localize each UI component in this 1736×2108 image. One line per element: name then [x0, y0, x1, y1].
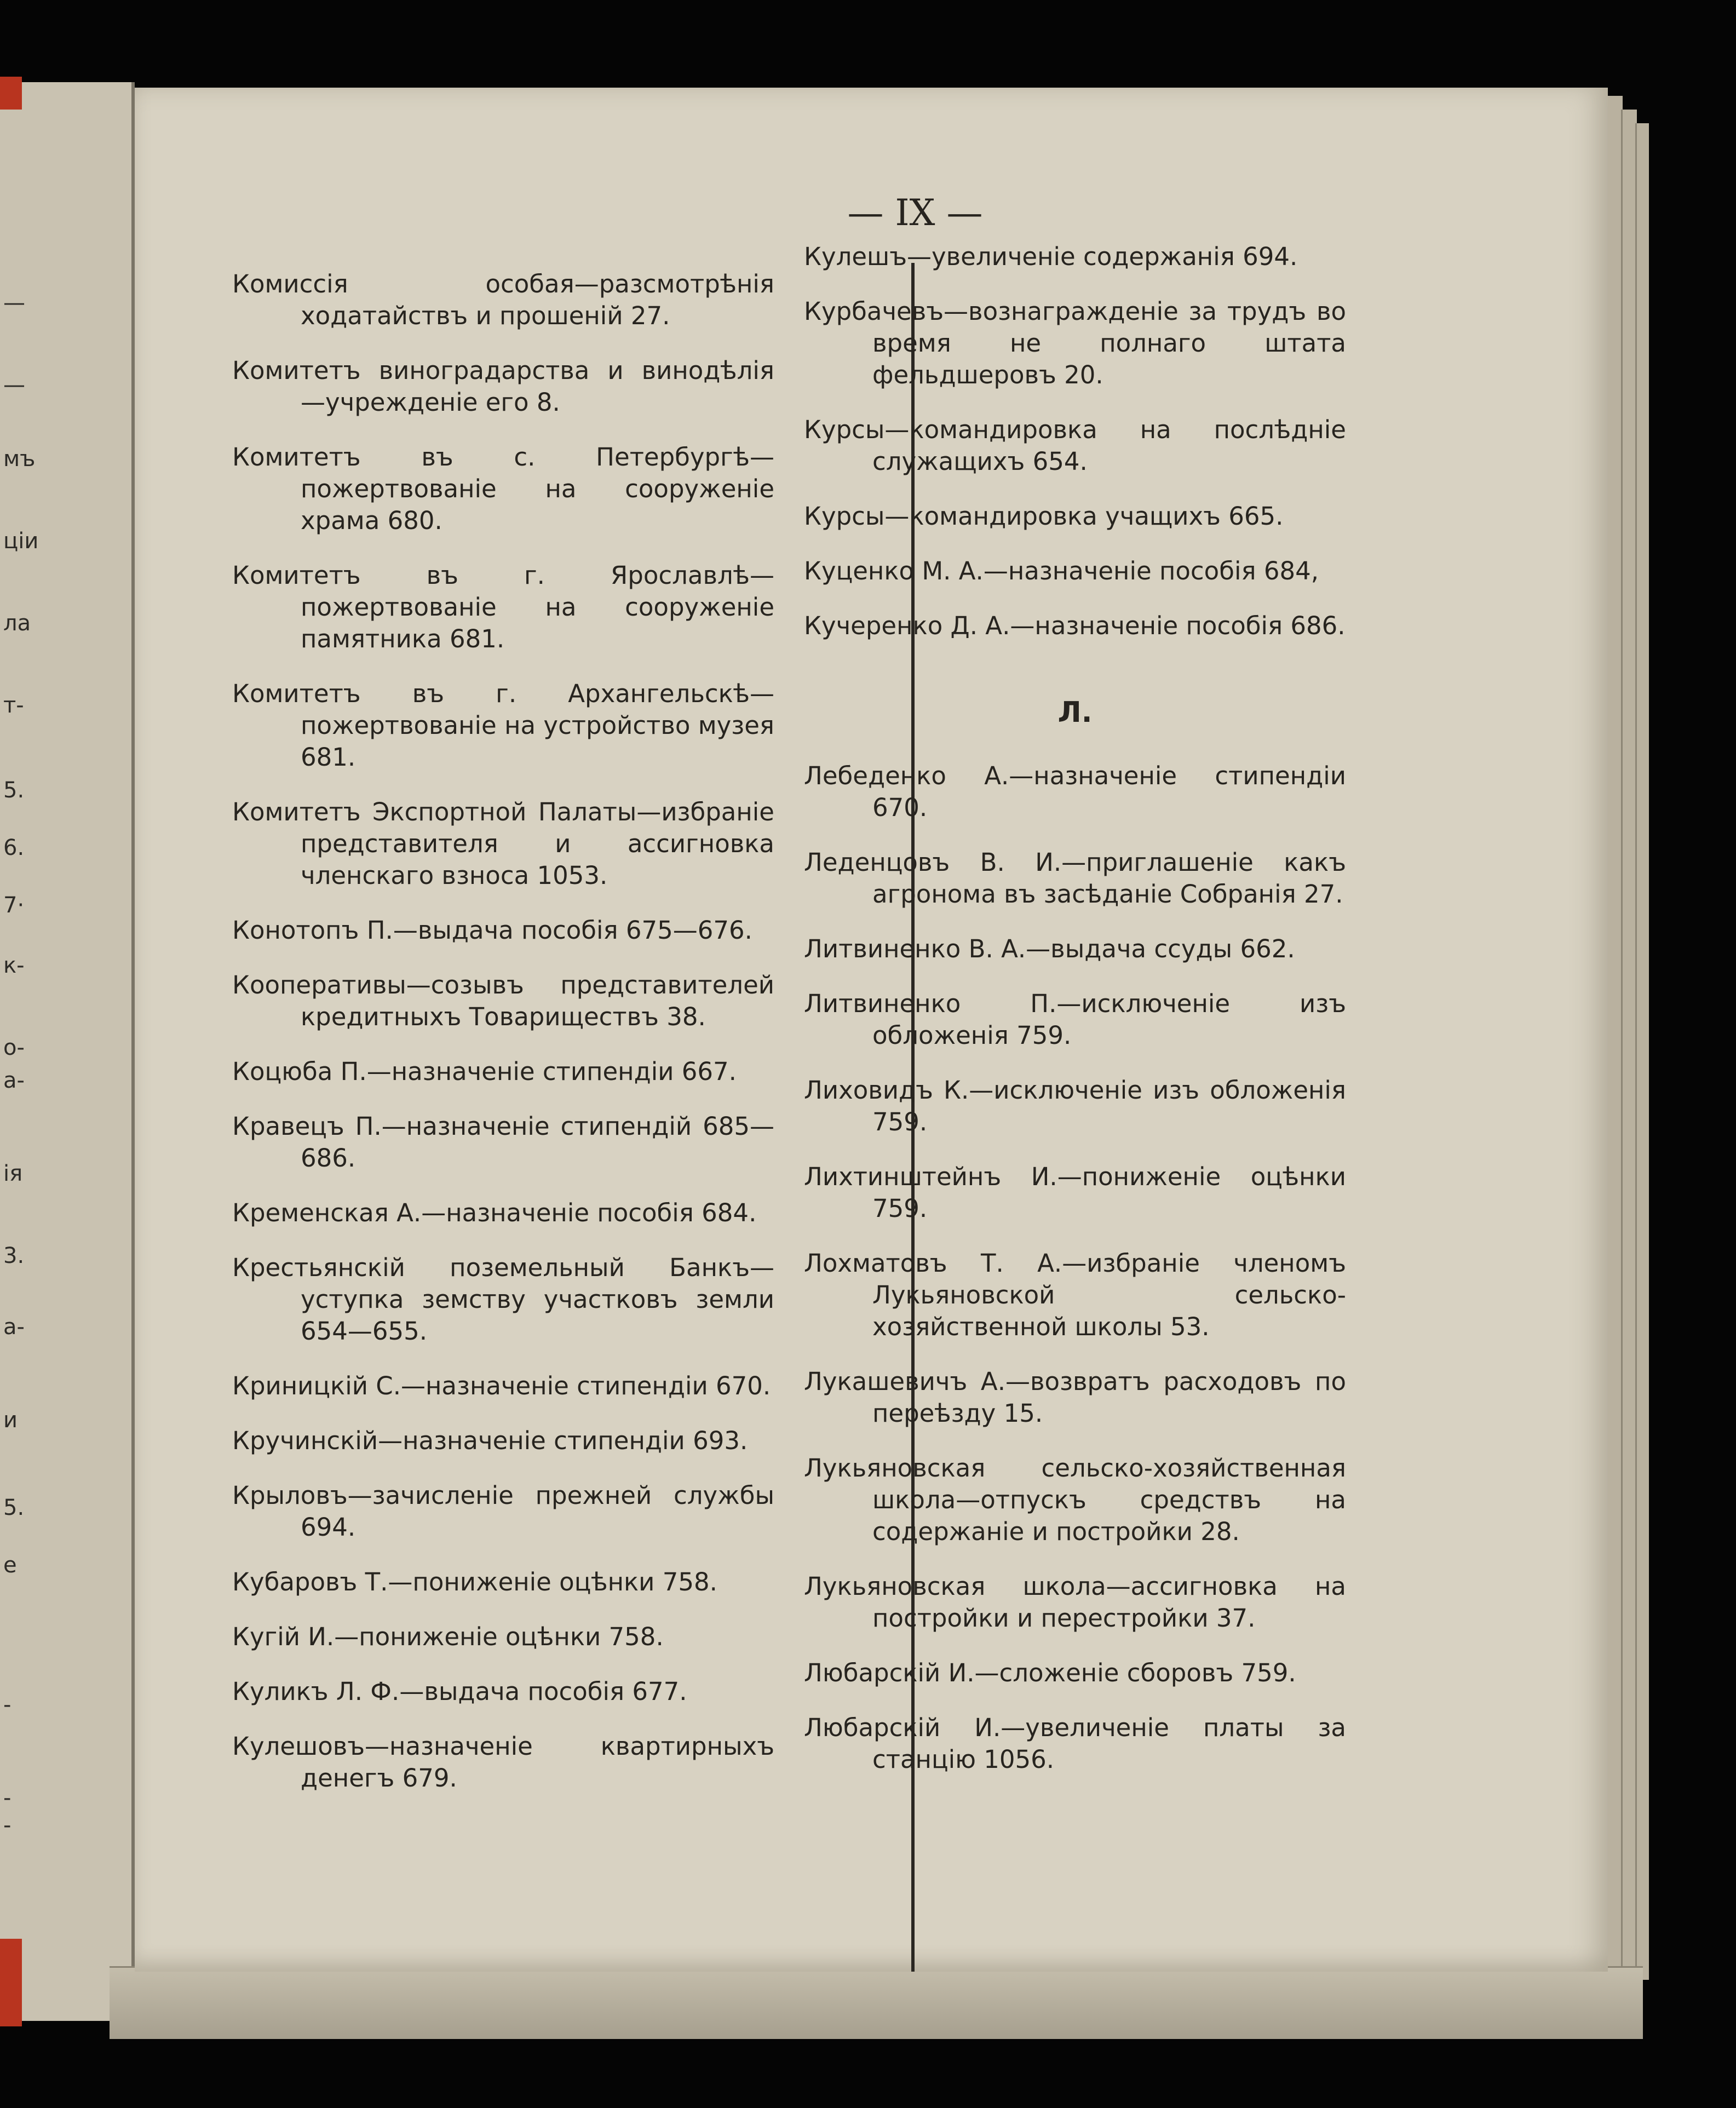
adjacent-page — [0, 82, 135, 2021]
book-edge — [0, 77, 22, 110]
index-entry: Курбачевъ—вознагражденіе за трудъ во время не полнаго штата фельдшеровъ 20. — [804, 297, 1346, 389]
adjacent-page-fragment: а- — [3, 1314, 25, 1340]
index-entry: Коцюба П.—назначеніе стипендіи 667. — [232, 1057, 737, 1086]
index-entry: Комитетъ въ г. Ярославлѣ—пожертвованіе на сооруженіе памятника 681. — [232, 561, 774, 653]
index-entry: Комитетъ въ с. Петербургѣ—пожертвованіе на сооруженіе храма 680. — [232, 443, 774, 535]
index-entry: Лихтинштейнъ И.—пониженіе оцѣнки 759. — [804, 1162, 1346, 1223]
adjacent-page-fragment: 5. — [3, 778, 25, 803]
index-entry: Курсы—командировка на послѣдніе служащихъ 654. — [804, 415, 1346, 476]
index-entry: Кручинскій—назначеніе стипендіи 693. — [232, 1426, 748, 1455]
book-edge — [0, 1939, 22, 2026]
section-letter: Л. — [1057, 696, 1093, 729]
right-column — [804, 242, 1346, 1776]
index-entry: Кременская А.—назначеніе пособія 684. — [232, 1198, 757, 1227]
index-entry: Лукьяновская сельско-хозяйственная школа—отпускъ средствъ на содержаніе и постройки 28. — [804, 1454, 1346, 1546]
index-entry: Конотопъ П.—выдача пособія 675—676. — [232, 916, 752, 945]
index-entry: Комиссія особая—разсмотрѣнія ходатайствъ и прошеній 27. — [232, 269, 774, 330]
index-entry: Криницкій С.—назначеніе стипендіи 670. — [232, 1371, 771, 1400]
index-entry: Крестьянскій поземельный Банкъ—уступка земству участковъ земли 654—655. — [232, 1253, 774, 1346]
index-entry: Кугій И.—пониженіе оцѣнки 758. — [232, 1622, 664, 1651]
adjacent-page-fragment: о- — [3, 1035, 25, 1060]
adjacent-page-fragment: е — [3, 1553, 17, 1578]
adjacent-page-fragment: ія — [3, 1161, 23, 1186]
index-entry: Лиховидъ К.—исключеніе изъ обложенія 759. — [804, 1076, 1346, 1136]
index-entry: Литвиненко П.—исключеніе изъ обложенія 759. — [804, 989, 1346, 1050]
left-column — [232, 268, 774, 1794]
adjacent-page-fragment: — — [3, 290, 25, 315]
adjacent-page-fragment: мъ — [3, 446, 36, 472]
adjacent-page-fragment: — — [3, 372, 25, 398]
adjacent-page-fragment: - — [3, 1692, 12, 1718]
index-entry: Крыловъ—зачисленіе прежней службы 694. — [232, 1481, 774, 1542]
index-entry: Кулешовъ—назначеніе квартирныхъ денегъ 679. — [232, 1732, 774, 1793]
index-entry: Кубаровъ Т.—пониженіе оцѣнки 758. — [232, 1567, 717, 1596]
index-entry: Куценко М. А.—назначеніе пособія 684, — [804, 556, 1319, 585]
index-entry: Лохматовъ Т. А.—избраніе членомъ Лукьяновской сельско-хозяйственной школы 53. — [804, 1249, 1346, 1341]
adjacent-page-fragment: 3. — [3, 1243, 25, 1268]
adjacent-page-fragment: ла — [3, 611, 31, 636]
index-entry: Любарскій И.—сложеніе сборовъ 759. — [804, 1658, 1296, 1687]
index-entry: Кооперативы—созывъ представителей кредитныхъ Товариществъ 38. — [232, 970, 774, 1031]
index-entry: Комитетъ въ г. Архангельскѣ—пожертвованіе на устройство музея 681. — [232, 679, 774, 772]
adjacent-page-fragment: т- — [3, 693, 24, 718]
page-number: — IX — — [847, 192, 983, 234]
index-entry: Лукьяновская школа—ассигновка на постройки и перестройки 37. — [804, 1572, 1346, 1633]
index-entry: Курсы—командировка учащихъ 665. — [804, 502, 1284, 531]
page-stack — [1621, 110, 1637, 1977]
page-stack-bottom — [110, 1966, 1643, 2039]
index-entry: Кучеренко Д. А.—назначеніе пособія 686. — [804, 611, 1346, 640]
adjacent-page-fragment: 7· — [3, 893, 25, 918]
adjacent-page-fragment: а- — [3, 1068, 25, 1093]
index-entry: Любарскій И.—увеличеніе платы за станцію 1056. — [804, 1713, 1346, 1774]
adjacent-page-fragment: - — [3, 1813, 12, 1838]
adjacent-page-fragment: 5. — [3, 1495, 25, 1520]
adjacent-page-fragment: - — [3, 1785, 12, 1811]
index-entry: Кулешъ—увеличеніе содержанія 694. — [804, 242, 1298, 271]
page-stack — [1635, 123, 1649, 1980]
adjacent-page-fragment: и — [3, 1408, 18, 1433]
index-entry: Куликъ Л. Ф.—выдача пособія 677. — [232, 1677, 687, 1706]
index-entry: Лебеденко А.—назначеніе стипендіи 670. — [804, 761, 1346, 822]
index-entry: Комитетъ Экспортной Палаты—избраніе представителя и ассигновка членскаго взноса 1053. — [232, 797, 774, 890]
index-entry: Кравецъ П.—назначеніе стипендій 685—686. — [232, 1112, 774, 1173]
index-entry: Литвиненко В. А.—выдача ссуды 662. — [804, 934, 1295, 963]
adjacent-page-fragment: 6. — [3, 835, 25, 860]
index-entry: Леденцовъ В. И.—приглашеніе какъ агронома въ засѣданіе Собранія 27. — [804, 848, 1346, 909]
index-entry: Комитетъ виноградарства и винодѣлія —учрежденіе его 8. — [232, 356, 774, 417]
adjacent-page-fragment: к- — [3, 953, 25, 978]
adjacent-page-fragment: ціи — [3, 529, 39, 554]
index-page — [135, 88, 1608, 1972]
index-entry: Лукашевичъ А.—возвратъ расходовъ по переѣзду 15. — [804, 1367, 1346, 1428]
